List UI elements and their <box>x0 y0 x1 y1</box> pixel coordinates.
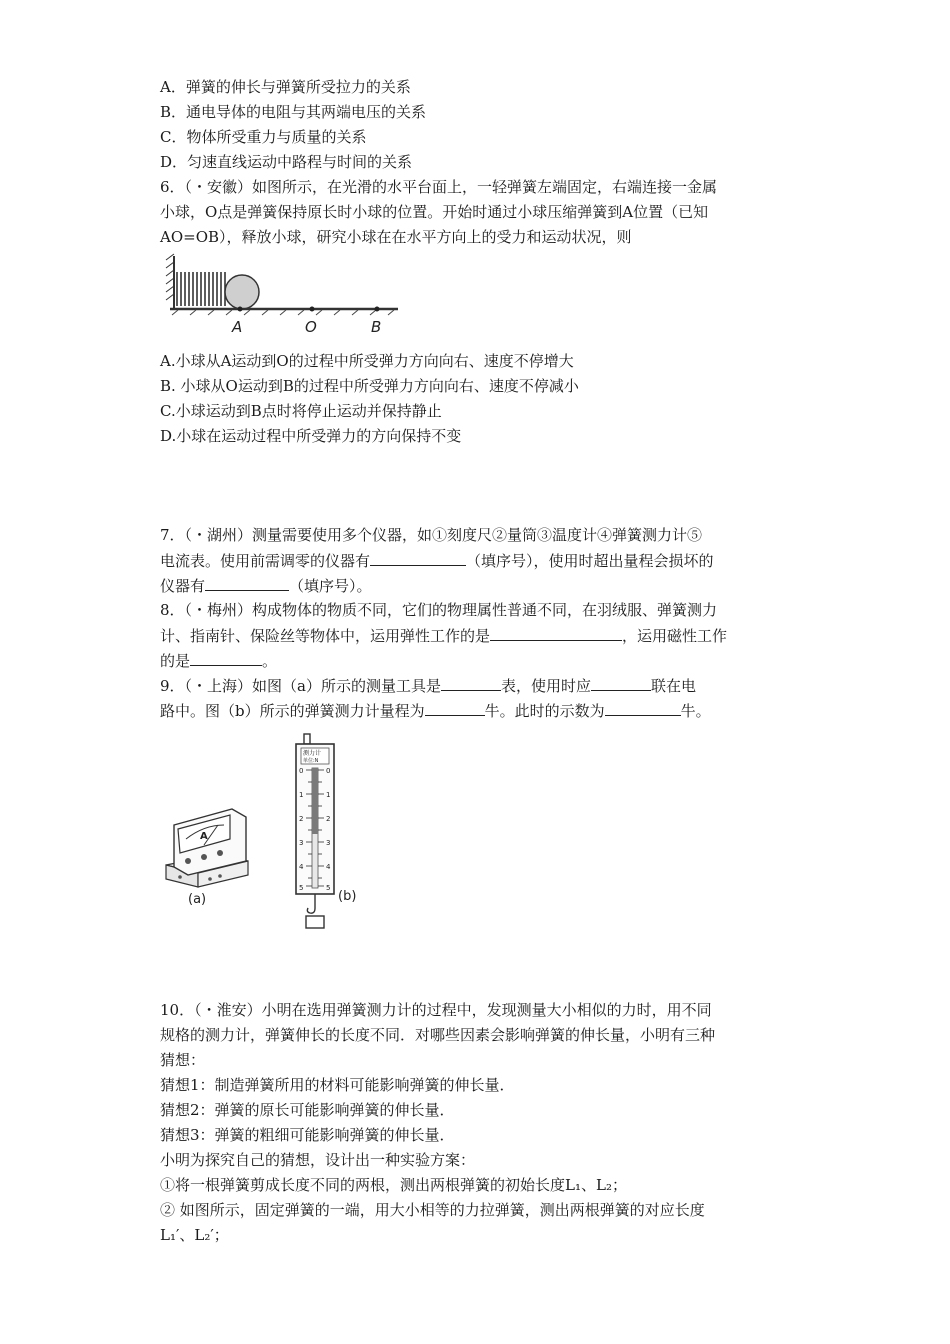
q10-hypothesis-1: 猜想1：制造弹簧所用的材料可能影响弹簧的伸长量． <box>160 1076 515 1094</box>
tick-right-1: 1 <box>326 791 331 799</box>
tick-right-0: 0 <box>326 767 331 775</box>
tick-right-5: 5 <box>326 884 331 892</box>
q5-option-c: C．物体所受重力与质量的关系 <box>160 128 367 146</box>
q7-line1: 7．（・湖州）测量需要使用多个仪器，如①刻度尺②量筒③温度计④弹簧测力计⑤ <box>160 526 703 544</box>
q10-step-2: ② 如图所示，固定弹簧的一端，用大小相等的力拉弹簧，测出两根弹簧的对应长度 <box>160 1201 705 1219</box>
q8-line1: 8．（・梅州）构成物体的物质不同，它们的物理属性普通不同，在羽绒服、弹簧测力 <box>160 601 718 619</box>
point-o-dot <box>310 307 315 312</box>
tick-right-4: 4 <box>326 863 331 871</box>
tick-left-2: 2 <box>299 815 304 823</box>
tick-left-0: 0 <box>299 767 304 775</box>
point-o-label: O <box>305 318 317 336</box>
figure-b-label: (b) <box>338 889 357 904</box>
scale-unit: 单位:N <box>303 758 319 764</box>
q6-option-d: D.小球在运动过程中所受弹力的方向保持不变 <box>160 427 462 445</box>
q7-line3: 仪器有 （填序号）。 <box>160 577 372 595</box>
q10-line3: 猜想： <box>160 1051 206 1069</box>
tick-right-2: 2 <box>326 815 331 823</box>
q5-option-b: B．通电导体的电阻与其两端电压的关系 <box>160 103 427 121</box>
q9-blank-reading[interactable] <box>605 700 681 716</box>
point-b-label: B <box>371 318 382 336</box>
q10-line7: 小明为探究自己的猜想，设计出一种实验方案： <box>160 1151 476 1169</box>
q6-option-b: B. 小球从O运动到B的过程中所受弹力方向向右、速度不停减小 <box>160 377 579 395</box>
q7-blank-overrange[interactable] <box>205 575 289 591</box>
q5-option-d: D．匀速直线运动中路程与时间的关系 <box>160 153 413 171</box>
tick-left-3: 3 <box>299 839 304 847</box>
q6-stem-line2: 小球，O点是弹簧保持原长时小球的位置。开始时通过小球压缩弹簧到A位置（已知 <box>160 203 709 221</box>
q6-stem-line3: AO=OB），释放小球，研究小球在在水平方向上的受力和运动状况，则 <box>160 228 632 246</box>
tick-left-4: 4 <box>299 863 304 871</box>
ammeter-letter: A <box>200 831 208 842</box>
figure-a-label: (a) <box>188 892 207 907</box>
q6-option-c: C.小球运动到B点时将停止运动并保持静止 <box>160 402 442 420</box>
spring <box>177 272 225 306</box>
spring-scale-figure <box>290 730 370 930</box>
q5-option-a: A．弹簧的伸长与弹簧所受拉力的关系 <box>160 78 411 96</box>
spring-ball-figure <box>160 252 405 340</box>
q9-blank-meter-type[interactable] <box>441 675 501 691</box>
ammeter-figure <box>158 795 268 910</box>
q7-blank-zero-adjust[interactable] <box>370 550 466 566</box>
q6-stem-line1: 6．（・安徽）如图所示，在光滑的水平台面上，一轻弹簧左端固定，右端连接一金属 <box>160 178 718 196</box>
q10-line2: 规格的测力计，弹簧伸长的长度不同．对哪些因素会影响弹簧的伸长量，小明有三种 <box>160 1026 716 1044</box>
tick-right-3: 3 <box>326 839 331 847</box>
tick-left-1: 1 <box>299 791 304 799</box>
q6-option-a: A.小球从A运动到O的过程中所受弹力方向向右、速度不停增大 <box>160 352 574 370</box>
scale-hook <box>307 902 315 913</box>
q9-blank-range[interactable] <box>425 700 485 716</box>
q9-blank-connection[interactable] <box>591 675 651 691</box>
q8-line3: 的是 。 <box>160 652 278 670</box>
q8-blank-elasticity[interactable] <box>490 625 622 641</box>
q8-line2: 计、指南针、保险丝等物体中，运用弹性工作的是 ，运用磁性工作 <box>160 627 728 645</box>
tick-left-5: 5 <box>299 884 304 892</box>
table-surface <box>170 309 398 315</box>
point-a-label: A <box>232 318 243 336</box>
q9-line2: 路中。图（b）所示的弹簧测力计量程为 牛。此时的示数为 牛。 <box>160 702 711 720</box>
scale-title: 测力计 <box>303 750 322 757</box>
spring-indicator <box>312 768 318 834</box>
q9-line1: 9．（・上海）如图（a）所示的测量工具是 表，使用时应 联在电 <box>160 677 697 695</box>
q7-line2: 电流表。使用前需调零的仪器有 （填序号），使用时超出量程会损坏的 <box>160 552 714 570</box>
q10-line1: 10．（・淮安）小明在选用弹簧测力计的过程中，发现测量大小相似的力时，用不同 <box>160 1001 712 1019</box>
q10-hypothesis-2: 猜想2：弹簧的原长可能影响弹簧的伸长量． <box>160 1101 455 1119</box>
left-wall <box>166 254 174 308</box>
q10-step-2-cont: L₁′、L₂′； <box>160 1226 229 1244</box>
point-b-dot <box>375 307 380 312</box>
metal-ball <box>225 275 259 309</box>
hanging-weight <box>306 916 324 928</box>
point-a-dot <box>238 307 243 312</box>
q10-step-1: ①将一根弹簧剪成长度不同的两根，测出两根弹簧的初始长度L₁、L₂； <box>160 1176 627 1194</box>
q8-blank-magnetism[interactable] <box>190 650 262 666</box>
q10-hypothesis-3: 猜想3：弹簧的粗细可能影响弹簧的伸长量． <box>160 1126 455 1144</box>
